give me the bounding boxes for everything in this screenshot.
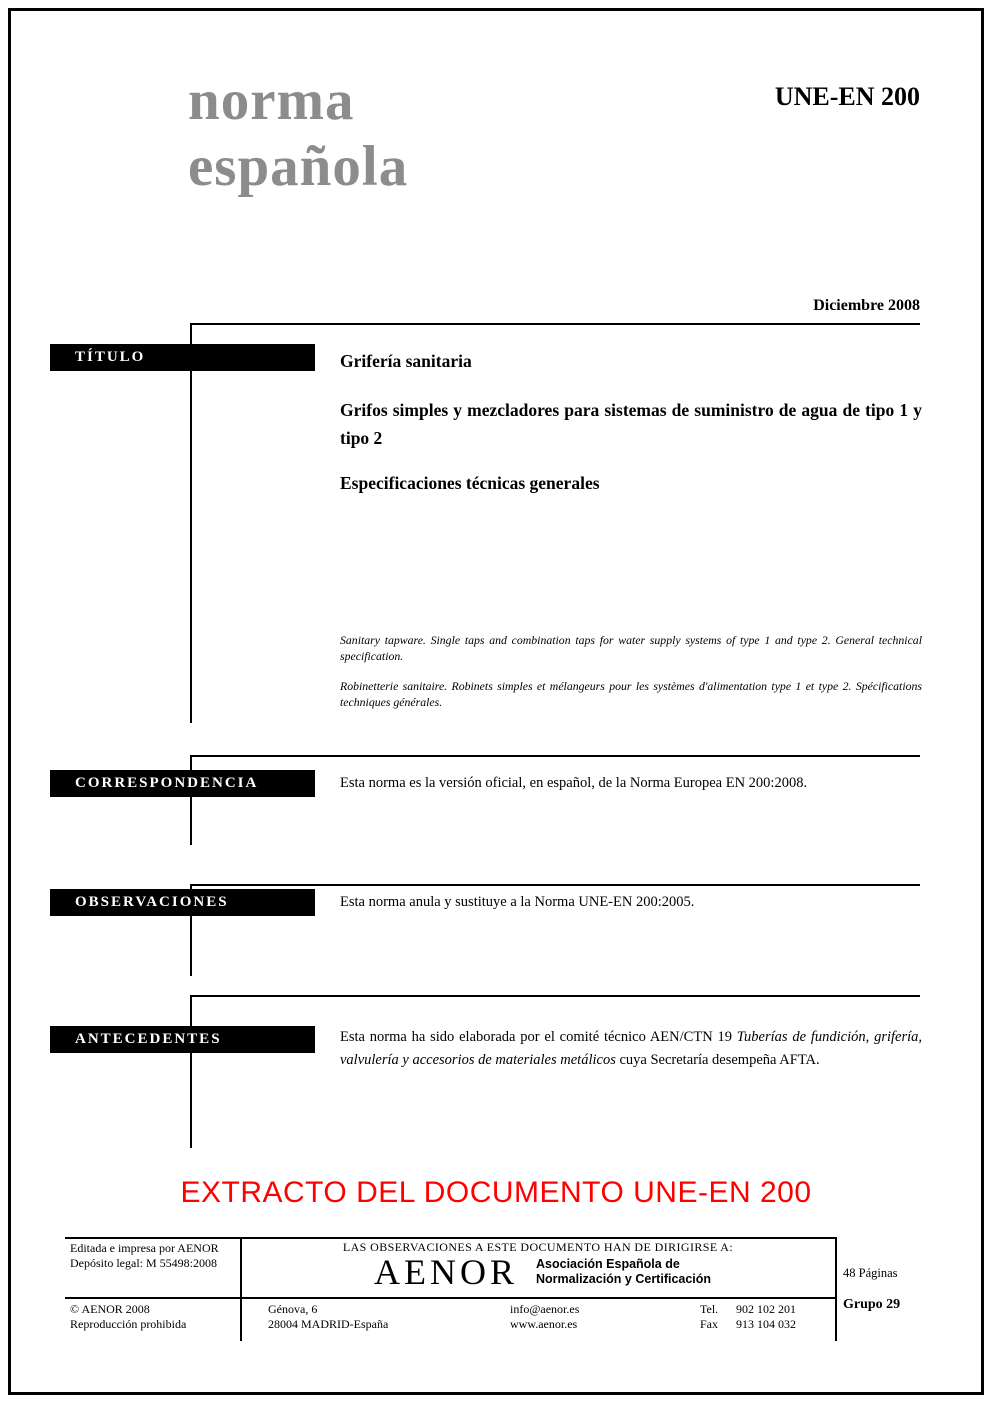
section-label-titulo: TÍTULO [50,344,315,371]
footer-telfax [700,1302,796,1332]
aenor-description-line2: Normalización y Certificación [536,1272,712,1286]
footer-edited [70,1241,219,1271]
antecedentes-text-part2: cuya Secretaría desempeña AFTA. [615,1051,820,1068]
observaciones-text: Esta norma anula y sustituye a la Norma UNE-EN 200:2005. [340,894,695,910]
group-label: Grupo 29 [843,1297,901,1312]
divider-footer-middle [65,1297,835,1299]
divider-titulo-top [190,323,920,325]
footer-observations-notice: LAS OBSERVACIONES A ESTE DOCUMENTO HAN DE DIRIGIRSE A: [342,1240,734,1254]
footer-fax-value: 913 104 032 [736,1317,796,1331]
footer-edited-line2: Depósito legal: M 55498:2008 [70,1256,217,1270]
section-label-observaciones: OBSERVACIONES [50,889,315,916]
divider-footer-col2 [835,1237,837,1341]
footer-address-line1: Génova, 6 [268,1302,318,1316]
footer-contact-web [510,1302,579,1332]
footer-copyright-line2: Reproducción prohibida [70,1317,187,1331]
aenor-description-line1: Asociación Española de [536,1257,680,1271]
brand-title [188,68,408,200]
brand-line1: norma [188,69,355,132]
title-subtitle: Grifos simples y mezcladores para sistemas de suministro de agua de tipo 1 y tipo 2 [340,400,922,448]
footer-copyright [70,1302,186,1332]
extract-notice: EXTRACTO DEL DOCUMENTO UNE-EN 200 [180,1176,812,1209]
doc-code: UNE-EN 200 [774,82,920,111]
antecedentes-text [340,1026,922,1071]
divider-correspondencia-top [190,755,920,757]
footer-fax-label: Fax [700,1317,718,1331]
footer-website: www.aenor.es [510,1317,578,1331]
footer-tel-label: Tel. [700,1302,719,1316]
divider-observaciones-top [190,884,920,886]
footer-email: info@aenor.es [510,1302,580,1316]
divider-footer-top [65,1237,835,1239]
antecedentes-text-part1: Esta norma ha sido elaborada por el comité técnico AEN/CTN 19 [340,1029,737,1045]
divider-correspondencia-left [190,755,192,845]
title-english: Sanitary tapware. Single taps and combination taps for water supply systems of type 1 and type 2. General technical specification. [340,633,922,663]
antecedentes-text-italic: Tuberías de fundición, grifería, valvulería y accesorios de materiales metálicos [340,1029,923,1068]
divider-antecedentes-top [190,995,920,997]
footer-copyright-line1: © AENOR 2008 [70,1302,150,1316]
title-main: Grifería sanitaria [340,351,472,371]
aenor-logo: AENOR [374,1252,518,1292]
footer-tel-value: 902 102 201 [736,1302,796,1316]
footer-address [268,1302,388,1332]
title-spec: Especificaciones técnicas generales [340,473,600,493]
aenor-description [536,1257,711,1287]
footer-edited-line1: Editada e impresa por AENOR [70,1241,219,1255]
correspondencia-text: Esta norma es la versión oficial, en español, de la Norma Europea EN 200:2008. [340,775,808,791]
doc-date: Diciembre 2008 [813,297,920,314]
brand-line2: española [188,135,409,198]
divider-footer-col1 [240,1237,242,1341]
section-label-correspondencia: CORRESPONDENCIA [50,770,315,797]
section-label-antecedentes: ANTECEDENTES [50,1026,315,1053]
divider-antecedentes-left [190,995,192,1148]
title-french: Robinetterie sanitaire. Robinets simples et mélangeurs pour les systèmes d'alimentation type 1 et type 2. Spécifications techniques générales. [340,679,922,709]
divider-titulo-left [190,323,192,723]
page-count: 48 Páginas [843,1266,898,1280]
footer-address-line2: 28004 MADRID-España [268,1317,389,1331]
